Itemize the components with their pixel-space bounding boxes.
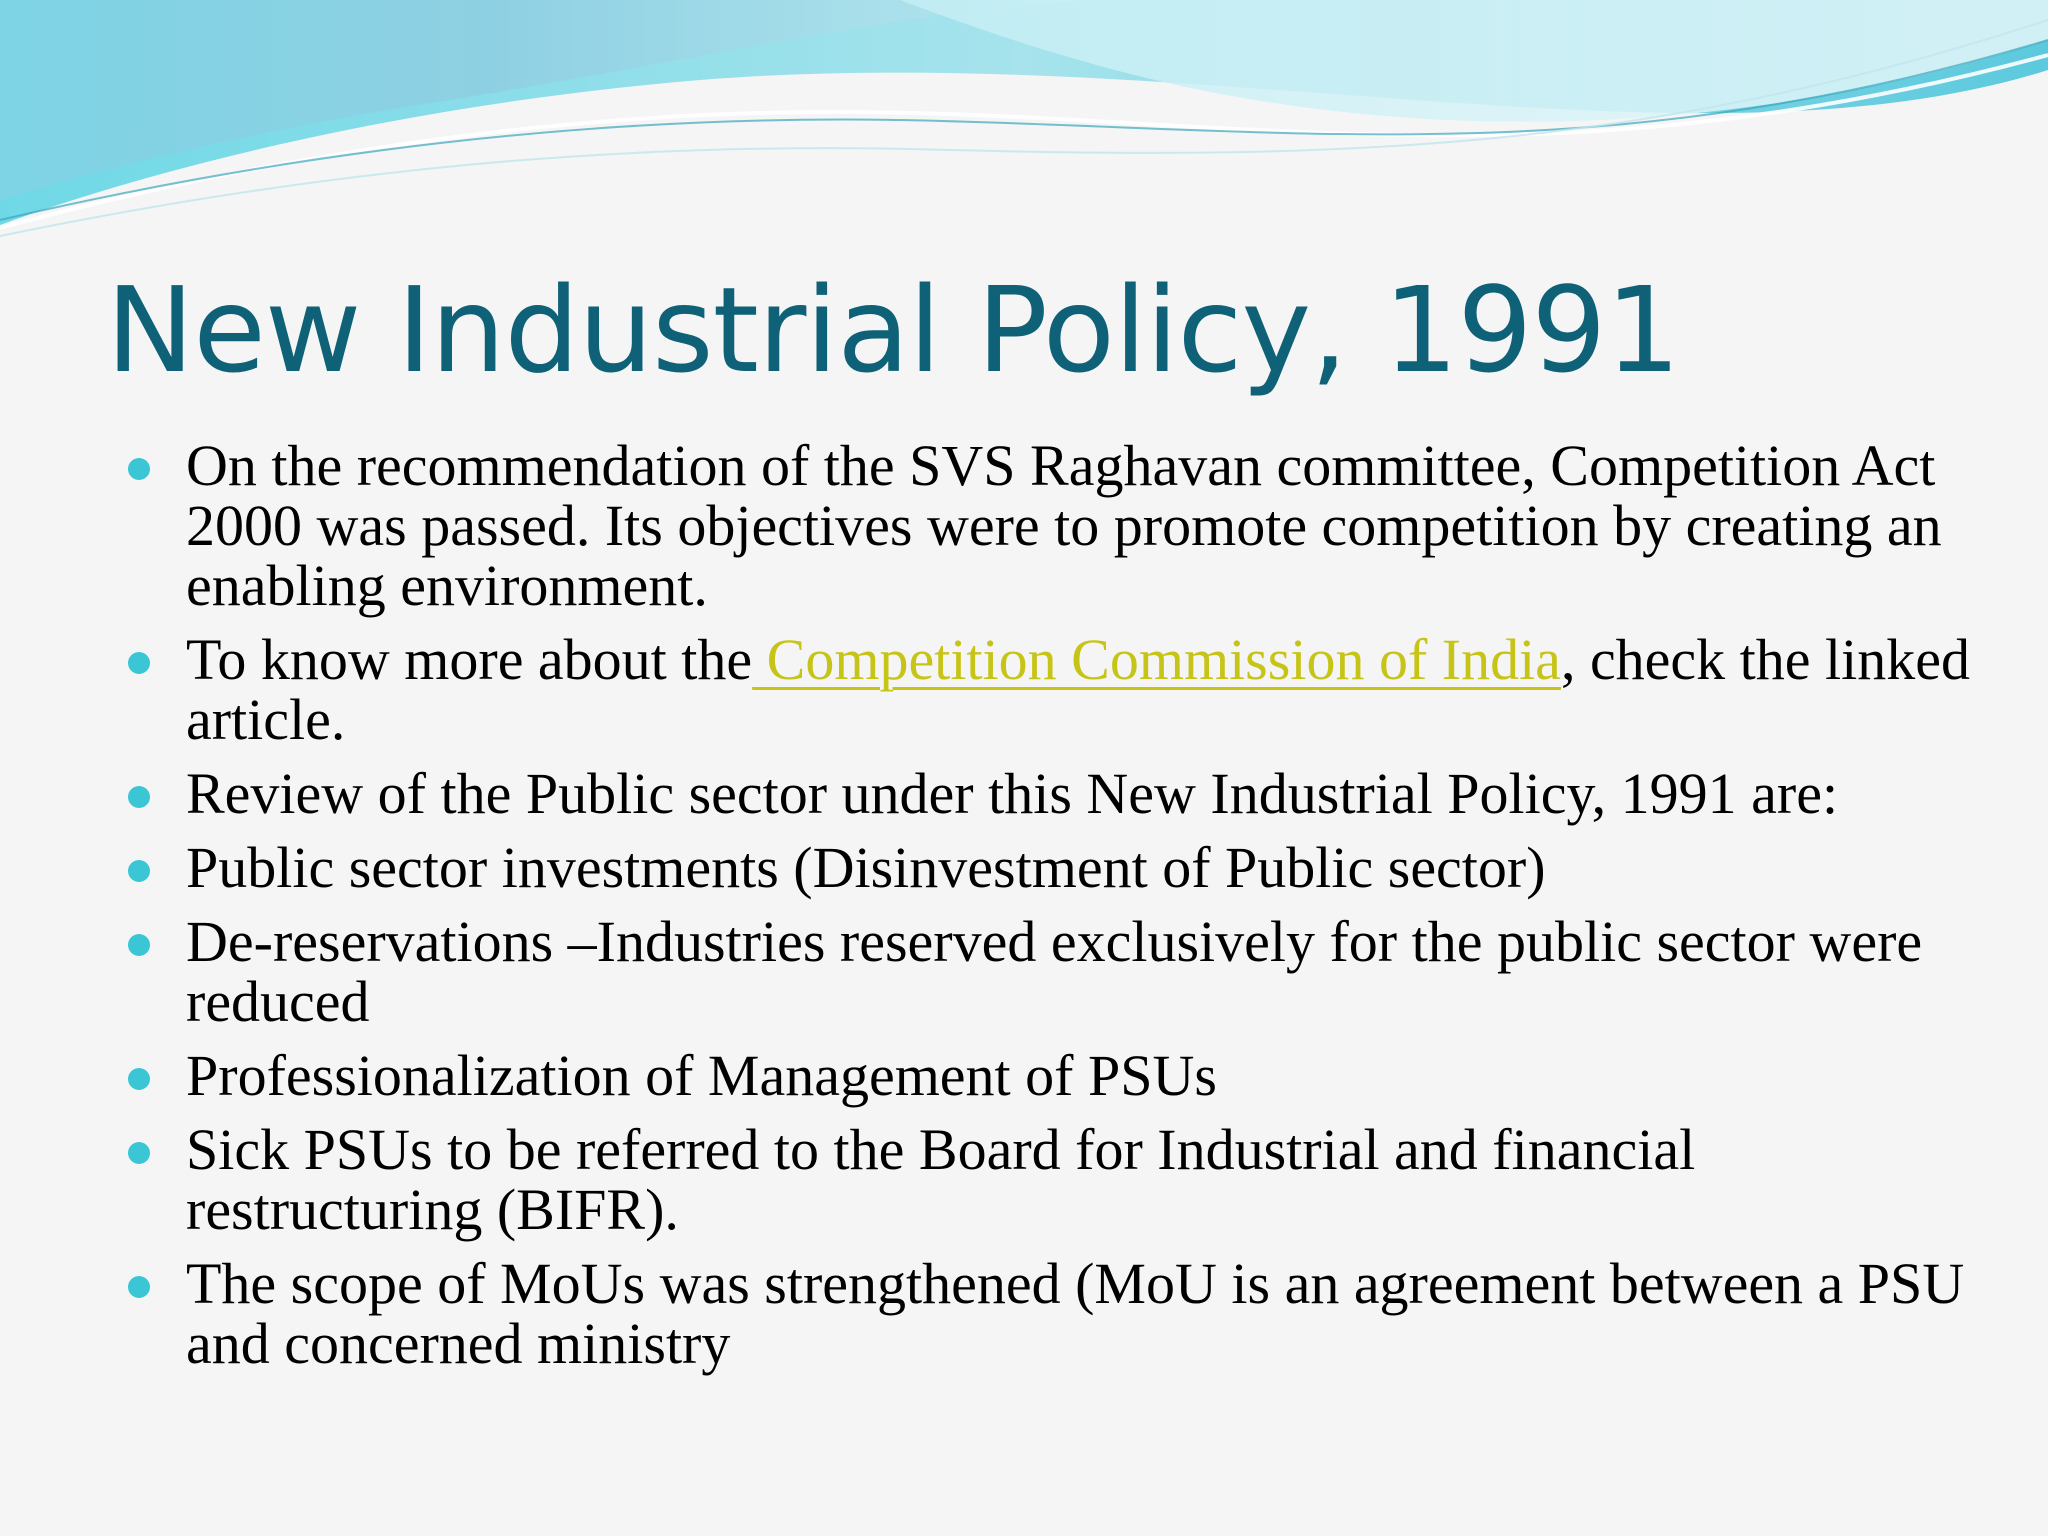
bullet-icon bbox=[128, 1142, 150, 1164]
bullet-text: De-reservations –Industries reserved exclusively for the public sector were reduced bbox=[186, 909, 1923, 1034]
bullet-text: , check the linked article. bbox=[186, 627, 1970, 752]
bullet-text: Sick PSUs to be referred to the Board for Industrial and financial restructuring (BIFR). bbox=[186, 1117, 1696, 1242]
bullet-item bbox=[128, 627, 1988, 752]
bullet-text: The scope of MoUs was strengthened (MoU is an agreement between a PSU and concerned ministry bbox=[186, 1251, 1965, 1376]
bullet-icon bbox=[128, 860, 150, 882]
bullet-item bbox=[128, 1251, 1988, 1376]
bullet-list bbox=[128, 433, 1988, 1388]
bullet-text: Review of the Public sector under this New Industrial Policy, 1991 are: bbox=[186, 761, 1839, 826]
bullet-icon bbox=[128, 934, 150, 956]
bullet-text: To know more about the bbox=[186, 627, 753, 692]
competition-commission-link[interactable]: Competition Commission of India bbox=[752, 627, 1561, 692]
bullet-item bbox=[128, 433, 1988, 618]
wave-decoration bbox=[0, 0, 2048, 260]
bullet-item bbox=[128, 909, 1988, 1034]
bullet-icon bbox=[128, 652, 150, 674]
bullet-icon bbox=[128, 1068, 150, 1090]
bullet-item bbox=[128, 1117, 1988, 1242]
bullet-text: Professionalization of Management of PSUs bbox=[186, 1043, 1217, 1108]
slide-title: New Industrial Policy, 1991 bbox=[106, 261, 1680, 399]
bullet-item bbox=[128, 835, 1988, 900]
bullet-text: On the recommendation of the SVS Raghavan committee, Competition Act 2000 was passed. Its objectives were to promote competition by creating an enabling environment. bbox=[186, 433, 1942, 618]
bullet-item bbox=[128, 761, 1988, 826]
bullet-icon bbox=[128, 786, 150, 808]
bullet-icon bbox=[128, 1276, 150, 1298]
bullet-item bbox=[128, 1043, 1988, 1108]
bullet-text: Public sector investments (Disinvestment of Public sector) bbox=[186, 835, 1546, 900]
bullet-icon bbox=[128, 458, 150, 480]
